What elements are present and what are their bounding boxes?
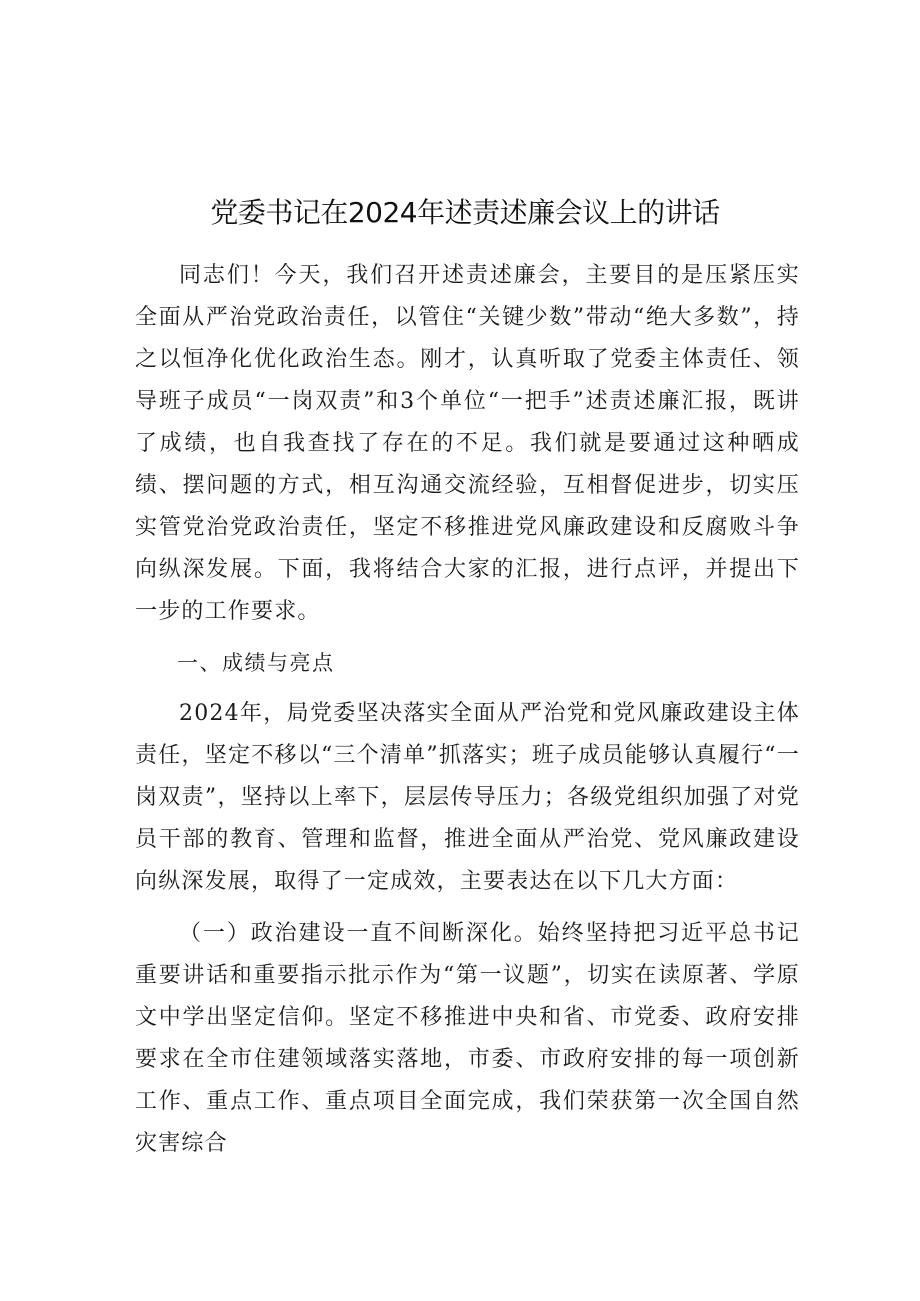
political-construction-paragraph: （一）政治建设一直不间断深化。始终坚持把习近平总书记重要讲话和重要指示批示作为“第一议题”，切实在读原著、学原文中学出坚定信仰。坚定不移推进中央和省、市党委、政府安排要求在全市住建领域落实落地，市委、市政府安排的每一项创新工作、重点工作、重点项目全面完成，我们荣获第一次全国自然灾害综合 bbox=[135, 921, 800, 1156]
paragraph-spacer bbox=[135, 903, 800, 913]
intro-paragraph: 同志们！今天，我们召开述责述廉会，主要目的是压紧压实全面从严治党政治责任，以管住“关键少数”带动“绝大多数”，持之以恒净化优化政治生态。刚才，认真听取了党委主体责任、领导班子成员“一岗双责”和3个单位“一把手”述责述廉汇报，既讲了成绩，也自我查找了存在的不足。我们就是要通过这种晒成绩、摆问题的方式，相互沟通交流经验，互相督促进步，切实压实管党治党政治责任，坚定不移推进党风廉政建设和反腐败斗争向纵深发展。下面，我将结合大家的汇报，进行点评，并提出下一步的工作要求。 bbox=[135, 263, 800, 624]
achievements-paragraph: 2024年，局党委坚决落实全面从严治党和党风廉政建设主体责任，坚定不移以“三个清单”抓落实；班子成员能够认真履行“一岗双责”，坚持以上率下，层层传导压力；各级党组织加强了对党员干部的教育、管理和监督，推进全面从严治党、党风廉政建设向纵深发展，取得了一定成效，主要表达在以下几大方面： bbox=[135, 701, 800, 894]
document-body bbox=[135, 255, 800, 1165]
document-title: 党委书记在2024年述责述廉会议上的讲话 bbox=[210, 196, 720, 229]
section-heading-achievements: 一、成绩与亮点 bbox=[177, 651, 335, 675]
